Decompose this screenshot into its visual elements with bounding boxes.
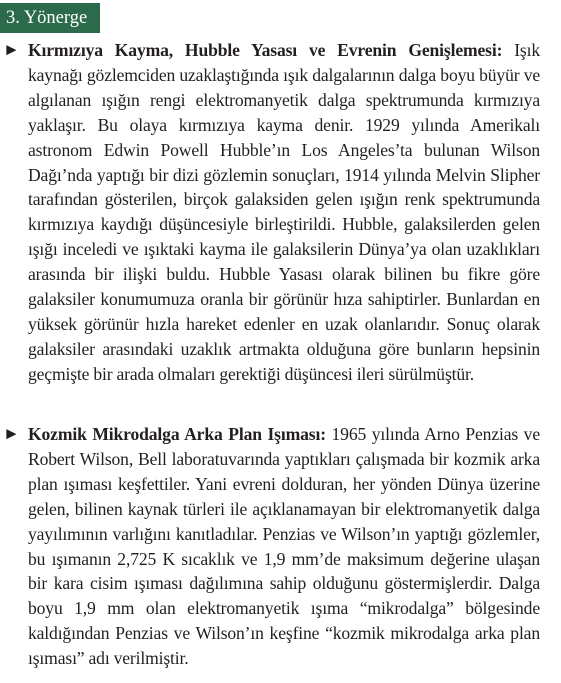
cmb-heading: Kozmik Mikrodalga Arka Plan Işıması: — [28, 424, 326, 444]
cmb-paragraph — [28, 422, 540, 671]
redshift-paragraph — [28, 38, 540, 387]
redshift-heading: Kırmızıya Kayma, Hubble Yasası ve Evrenin Genişlemesi: — [28, 40, 503, 60]
triangle-bullet-icon: ► — [3, 40, 20, 59]
section-title-badge — [0, 3, 100, 33]
section-title: 3. Yönerge — [6, 8, 88, 28]
redshift-section — [0, 38, 561, 387]
triangle-bullet-icon: ► — [3, 424, 20, 443]
cmb-body: 1965 yılında Arno Penzias ve Robert Wilson, Bell laboratuvarında yaptıkları çalışmada bir kozmik arka plan ışıması keşfettiler. Yani evreni dolduran, her yönden Dünya üzerine gelen, bilinen kaynak türleri ile açıklanamayan bir elektromanyetik dalga yayılımının varlığını kanıtladılar. Penzias ve Wilson’ın yaptığı gözlemler, bu ışımanın 2,725 K sıcaklık ve 1,9 mm’de maksimum değerine ulaşan bir kara cisim ışıması dağılımına sahip olduğunu göstermişlerdir. Dalga boyu 1,9 mm olan elektromanyetik ışıma “mikrodalga” bölgesinde kaldığından Penzias ve Wilson’ın keşfine “kozmik mikrodalga arka plan ışıması” adı verilmiştir. — [28, 424, 540, 669]
cmb-section — [0, 422, 561, 671]
redshift-body: Işık kaynağı gözlemciden uzaklaştığında ışık dalgalarının dalga boyu büyür ve algılanan ışığın rengi elektromanyetik dalga spektrumunda kırmızıya yaklaşır. Bu olaya kırmızıya kayma denir. 1929 yılında Amerikalı astronom Edwin Powell Hubble’ın Los Angeles’ta bulunan Wilson Dağı’nda yaptığı bir dizi gözlemin sonuçları, 1914 yılında Melvin Slipher tarafından gösterilen, birçok galaksiden gelen ışığın renk spektrumunda kırmızıya kaydığı düşüncesiyle birleştirildi. Hubble, galaksilerden gelen ışığı inceledi ve ışıktaki kayma ile galaksilerin Dünya’ya olan uzaklıkları arasında bir ilişki buldu. Hubble Yasası olarak bilinen bu fikre göre galaksiler konumumuza oranla bir görünür hıza sahiptirler. Bunlardan en yüksek görünür hızla hareket edenler en uzak olanlarıdır. Sonuç olarak galaksiler arasındaki uzaklık artmakta olduğuna göre bunların hepsinin geçmişte bir arada olmaları gerektiği düşüncesi ileri sürülmüştür. — [28, 40, 540, 384]
